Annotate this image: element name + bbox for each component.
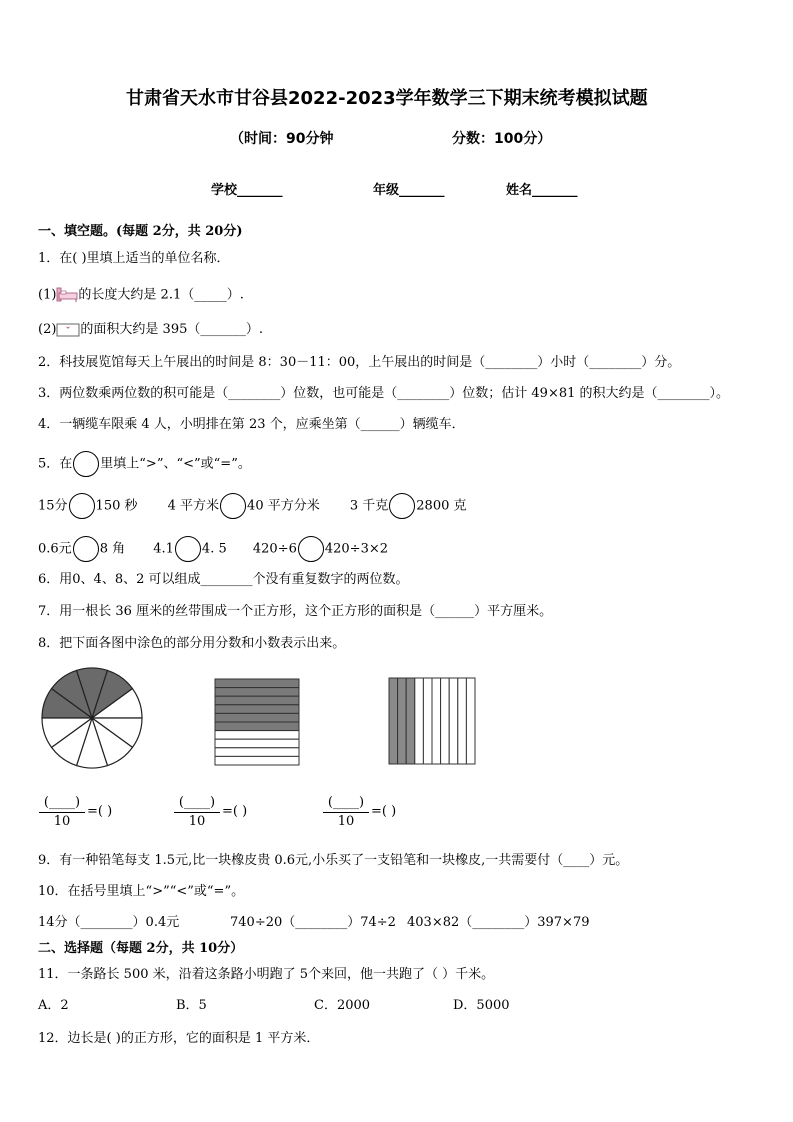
part-text: 的面积大约是 395（_______）.	[80, 322, 263, 337]
bed-icon	[56, 287, 78, 303]
question-10: 10．在括号里填上“>”“<”或“=”。	[38, 884, 245, 899]
q10-item-3: 403×82（________）397×79	[407, 915, 590, 930]
square-column	[466, 678, 475, 764]
fraction-denominator: 10	[337, 814, 355, 829]
q5-item: 40 平方分米	[247, 498, 320, 514]
square-strip	[215, 679, 299, 688]
question-12: 12．边长是( )的正方形，它的面积是 1 平方米．	[38, 1031, 320, 1046]
question-3: 3．两位数乘两位数的积可能是（________）位数，也可能是（________）位数；估计 49×81 的积大约是（________）。	[38, 386, 730, 401]
option-c[interactable]: C．2000	[314, 998, 371, 1013]
fraction-numerator[interactable]: (____)	[178, 795, 216, 810]
question-4: 4．一辆缆车限乘 4 人，小明排在第 23 个，应乘坐第（______）辆缆车．	[38, 417, 465, 432]
answer-circle[interactable]	[73, 536, 99, 562]
fraction-answer-1[interactable]	[39, 795, 149, 835]
square-strip	[215, 731, 299, 740]
square-strip	[215, 739, 299, 748]
fraction-denominator: 10	[53, 814, 71, 829]
q5-item: 420÷3×2	[324, 541, 388, 557]
square-column	[389, 678, 398, 764]
section-heading-choice: 二、选择题（每题 2分，共 10分）	[38, 941, 244, 956]
question-7: 7．用一根长 36 厘米的丝带围成一个正方形，这个正方形的面积是（______）平方厘米。	[38, 604, 553, 619]
q5-item: 0.6元	[38, 541, 72, 557]
question-5	[38, 451, 251, 477]
question-11: 11．一条路长 500 米，沿着这条路小明跑了 5个来回，他一共跑了（ ）千米。	[38, 967, 495, 982]
square-strip	[215, 696, 299, 705]
column-square-figure	[388, 677, 478, 767]
q5-text-b: 里填上“>”、“<”或“=”。	[100, 456, 251, 472]
option-b[interactable]: B．5	[176, 998, 207, 1013]
answer-circle[interactable]	[69, 493, 95, 519]
decimal-answer[interactable]: =( )	[371, 804, 397, 819]
name-field[interactable]: 姓名_______	[506, 183, 578, 198]
q5-item: 150 秒	[95, 498, 138, 514]
answer-circle[interactable]	[389, 493, 415, 519]
circle-fraction-figure	[37, 665, 147, 775]
fraction-numerator[interactable]: (____)	[43, 795, 81, 810]
square-column	[458, 678, 467, 764]
question-6: 6．用0、4、8、2 可以组成________个没有重复数字的两位数。	[38, 572, 409, 587]
decimal-answer[interactable]: =( )	[222, 804, 248, 819]
square-strip	[215, 748, 299, 757]
q5-text-a: 5．在	[38, 456, 73, 472]
part-label: (1)	[38, 287, 57, 303]
square-column	[406, 678, 415, 764]
option-a[interactable]: A．2	[38, 998, 69, 1013]
fraction-answer-3[interactable]	[323, 795, 433, 835]
square-column	[432, 678, 441, 764]
question-9: 9．有一种铅笔每支 1.5元,比一块橡皮贵 0.6元,小乐买了一支铅笔和一块橡皮,一共需要付（____）元。	[38, 853, 629, 868]
decimal-answer[interactable]: =( )	[87, 804, 113, 819]
q5-item: 4.1	[153, 541, 174, 557]
square-column	[415, 678, 424, 764]
q5-row-2	[38, 536, 388, 562]
q5-item: 8 角	[99, 541, 126, 557]
total-score: 分数：100分）	[452, 131, 552, 147]
square-strip	[215, 756, 299, 765]
fraction-bar	[39, 812, 85, 813]
fraction-numerator[interactable]: (____)	[327, 795, 365, 810]
fraction-bar	[174, 812, 220, 813]
question-8: 8．把下面各图中涂色的部分用分数和小数表示出来。	[38, 636, 346, 651]
q10-item-1: 14分（________）0.4元	[38, 915, 180, 930]
question-1-part-1	[38, 287, 244, 304]
question-1: 1．在( )里填上适当的单位名称．	[38, 251, 230, 266]
square-column	[423, 678, 432, 764]
answer-circle[interactable]	[298, 536, 324, 562]
square-strip	[215, 688, 299, 697]
square-strip	[215, 722, 299, 731]
part-label: (2)	[38, 322, 57, 337]
part-text: 的长度大约是 2.1（_____）.	[78, 287, 244, 303]
q5-item: 15分	[38, 498, 68, 514]
fraction-bar	[323, 812, 369, 813]
q5-row-1	[38, 493, 467, 519]
question-2: 2．科技展览馆每天上午展出的时间是 8：30－11：00，上午展出的时间是（________）小时（________）分。	[38, 355, 681, 370]
section-heading-fill: 一、填空题。(每题 2分，共 20分)	[38, 224, 243, 239]
q5-item: 4 平方米	[167, 498, 220, 514]
q10-item-2: 740÷20（________）74÷2	[230, 915, 396, 930]
q5-item: 2800 克	[416, 498, 467, 514]
time-limit: （时间：90分钟	[230, 131, 334, 147]
answer-circle[interactable]	[220, 493, 246, 519]
stamp-icon	[56, 323, 80, 337]
page-title: 甘肃省天水市甘谷县2022-2023学年数学三下期末统考模拟试题	[126, 88, 648, 109]
q5-item: 420÷6	[252, 541, 297, 557]
square-strip	[215, 713, 299, 722]
square-column	[441, 678, 450, 764]
school-field[interactable]: 学校_______	[211, 183, 283, 198]
square-column	[398, 678, 407, 764]
compare-circle-icon	[73, 451, 99, 477]
square-strip	[215, 705, 299, 714]
option-d[interactable]: D．5000	[453, 998, 510, 1013]
fraction-denominator: 10	[188, 814, 206, 829]
striped-square-figure	[214, 678, 300, 766]
q5-item: 3 千克	[349, 498, 389, 514]
square-column	[449, 678, 458, 764]
answer-circle[interactable]	[175, 536, 201, 562]
grade-field[interactable]: 年级_______	[373, 183, 445, 198]
question-1-part-2	[38, 322, 263, 338]
q5-item: 4. 5	[201, 541, 227, 557]
fraction-answer-2[interactable]	[174, 795, 284, 835]
